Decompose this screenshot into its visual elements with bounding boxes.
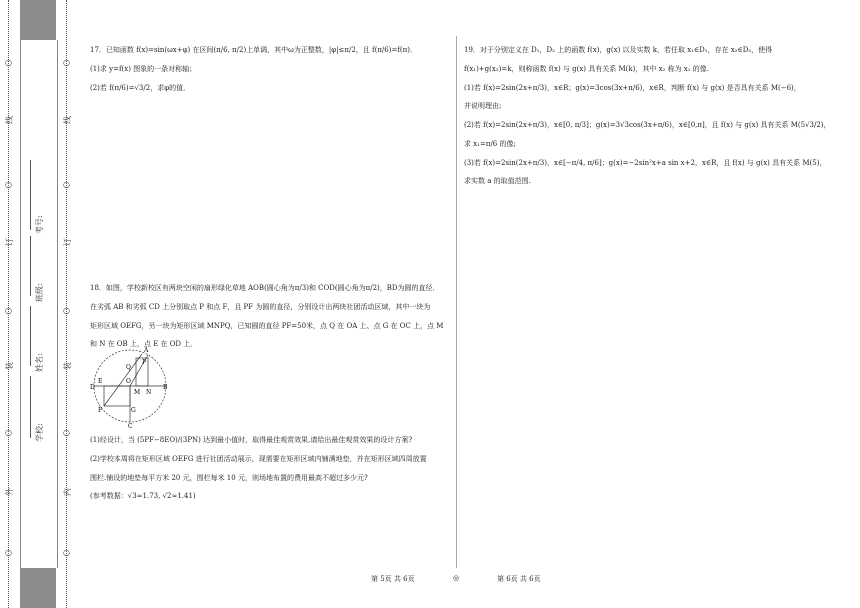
q18-stem-4: 和 N 在 OB 上，点 E 在 OD 上．	[90, 340, 198, 349]
q19-part2a: (2)若 f(x)=2sin(2x+π/3)，x∈[0, π/3]；g(x)=3√3cos(3x+π/6)，x∈[0,π]，且 f(x) 与 g(x) 具有关系 M(5√3/2)，	[464, 121, 831, 129]
circle-mark: ○	[5, 58, 12, 67]
label-ding-outer: 订	[5, 238, 14, 246]
label-zhuang-inner: 装	[63, 362, 72, 370]
field-line-exam-no	[30, 160, 31, 230]
q18-stem-3: 矩形区域 OEFG，另一块为矩形区域 MNPQ，已知圆的直径 PF=50米，点 Q 在 OA 上、点 G 在 OC 上，点 M	[90, 321, 444, 330]
label-p: P	[142, 359, 147, 366]
q19-part2b: 求 x₁=π/6 的像;	[464, 139, 516, 148]
rect-oefg	[104, 386, 130, 406]
question-17	[90, 46, 417, 102]
label-n: N	[146, 389, 152, 396]
cut-line-outer	[8, 0, 9, 608]
circle-mark: ○	[63, 548, 70, 557]
label-d: D	[90, 384, 95, 391]
circle-mark: ○	[63, 306, 70, 315]
label-ding-inner: 订	[63, 238, 72, 246]
label-f: F	[98, 407, 103, 414]
q18-diagram	[90, 346, 170, 428]
footer-right-page: 第 6页 共 6页	[497, 575, 541, 583]
circle-mark: ○	[63, 428, 70, 437]
footer-left-page: 第 5页 共 6页	[371, 575, 415, 583]
field-line-school	[30, 376, 31, 438]
gray-block-top	[20, 0, 56, 40]
binding-margin	[0, 0, 78, 608]
q18-part1: (1)经设计，当 (5PF−8EO)/(3PN) 达到最小值时，取得最佳观赏效果,请给出最佳观赏效果的设计方案?	[90, 436, 413, 444]
label-xian-inner: 线	[63, 116, 72, 124]
field-class: 班级:	[35, 283, 44, 302]
label-q: Q	[126, 364, 131, 371]
label-nei-inner: 内	[63, 488, 72, 496]
q18-reference: (参考数据：√3≈1.73, √2≈1.41)	[90, 492, 196, 501]
label-b: B	[163, 384, 168, 391]
question-19	[464, 46, 831, 196]
field-exam-no: 考号:	[35, 215, 44, 234]
label-wai-outer: 外	[5, 488, 14, 496]
q19-stem-1: 19．对于分别定义在 D₁，D₂ 上的函数 f(x)，g(x) 以及实数 k，若任取 x₁∈D₁，存在 x₂∈D₂，使得	[464, 46, 773, 54]
q19-part3b: 求实数 a 的取值范围.	[464, 177, 531, 186]
q19-part1a: (1)若 f(x)=2sin(2x+π/3)，x∈R；g(x)=3cos(3x+π/6)，x∈R，判断 f(x) 与 g(x) 是否具有关系 M(−6)，	[464, 83, 801, 92]
field-school: 学校:	[35, 423, 44, 442]
field-name: 姓名:	[35, 353, 44, 372]
label-a: A	[144, 347, 149, 354]
label-m: M	[134, 389, 141, 396]
circle-mark: ○	[5, 428, 12, 437]
label-o: O	[126, 378, 131, 385]
q18-stem-2: 在劣弧 AB 和劣弧 CD 上分别取点 P 和点 F，且 PF 为圆的直径，分别设计出两块社团活动区域，其中一块为	[90, 302, 431, 311]
label-c: C	[128, 423, 133, 428]
circle-mark: ○	[5, 180, 12, 189]
circle-mark: ○	[63, 58, 70, 67]
q19-part1b: 并说明理由;	[464, 102, 502, 111]
q17-part2: (2)若 f(π/6)=√3/2，求φ的值．	[90, 83, 191, 92]
q18-stem-1: 18．如图，学校新校区有两块空闲的扇形绿化草地 AOB(圆心角为π/3)和 COD(圆心角为π/2)，BD为圆的直径．	[90, 284, 440, 292]
circle-mark: ○	[63, 180, 70, 189]
label-zhuang-outer: 装	[5, 362, 14, 370]
label-g: G	[131, 407, 136, 414]
q19-stem-2: f(x₁)+g(x₂)=k，则称函数 f(x) 与 g(x) 具有关系 M(k)，其中 x₂ 称为 x₁ 的像.	[464, 64, 709, 73]
q17-part1: (1)求 y=f(x) 图象的一条对称轴；	[90, 64, 197, 73]
field-line-name	[30, 306, 31, 366]
question-18-parts	[90, 436, 427, 511]
gray-block-bottom	[20, 568, 56, 608]
page-divider	[456, 36, 457, 568]
label-xian-outer: 线	[5, 116, 14, 124]
info-strip	[20, 40, 58, 568]
q18-part2a: (2)学校本周将在矩形区域 OEFG 进行社团活动展示，现需要在矩形区域内铺满地垫，并在矩形区域四周放置	[90, 454, 427, 463]
field-line-class	[30, 236, 31, 296]
q18-part2b: 围栏.铺设的地垫每平方米 20 元，围栏每米 10 元，则场地布置的费用最高不超过多少元?	[90, 473, 368, 482]
q17-stem: 17．已知函数 f(x)=sin(ωx+φ) 在区间(π/6, π/2)上单调，其中ω为正整数，|φ|≤π/2，且 f(π/6)=f(π)．	[90, 46, 417, 54]
label-e: E	[98, 378, 103, 385]
circle-mark: ○	[5, 306, 12, 315]
footer-mark: ◎	[453, 574, 460, 582]
circle-mark: ○	[5, 548, 12, 557]
q19-part3a: (3)若 f(x)=2sin(2x+π/3)，x∈[−π/4, π/6]；g(x)=−2sin²x+a sin x+2，x∈R，且 f(x) 与 g(x) 具有关系 M(5)，	[464, 158, 827, 167]
cut-line-inner	[66, 0, 67, 608]
